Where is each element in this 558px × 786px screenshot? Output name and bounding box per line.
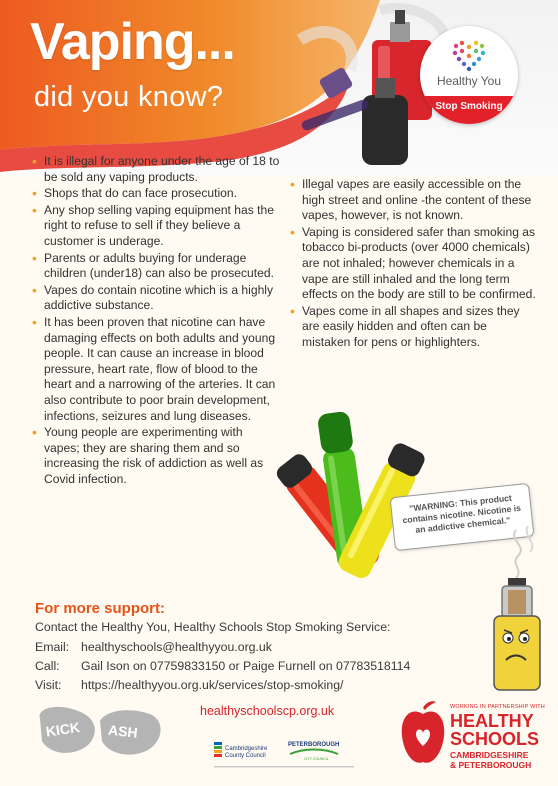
list-item: • Any shop selling vaping equipment has the right to refuse to sell if they believe a customer is underage. bbox=[32, 201, 274, 248]
council-logos bbox=[214, 736, 374, 772]
visit-label: Visit: bbox=[35, 678, 62, 692]
support-intro: Contact the Healthy You, Healthy Schools Stop Smoking Service: bbox=[35, 620, 391, 634]
svg-text:KICK: KICK bbox=[44, 718, 81, 740]
kick-ash-logo bbox=[30, 701, 170, 761]
facts-left-column bbox=[32, 154, 280, 488]
list-item: • Young people are experimenting with vapes; they are sharing them and so increasing the risk of addiction as well as Covid infection. bbox=[32, 424, 264, 486]
visit-link[interactable]: https://healthyyou.org.uk/services/stop-smoking/ bbox=[81, 678, 344, 692]
svg-text:ASH: ASH bbox=[107, 721, 139, 741]
svg-text:PETERBOROUGH: PETERBOROUGH bbox=[288, 742, 340, 748]
svg-text:CITY COUNCIL: CITY COUNCIL bbox=[304, 757, 329, 761]
bullet-icon: • bbox=[32, 424, 37, 441]
list-item: • Vapes come in all shapes and sizes they are easily hidden and often can be mistaken for pens or highlighters. bbox=[290, 302, 520, 349]
page-title: Vaping... bbox=[30, 13, 235, 71]
heart-icon bbox=[450, 38, 488, 72]
peterborough-logo-icon bbox=[288, 742, 339, 761]
support-call-row bbox=[35, 659, 410, 673]
vape-mascot-illustration bbox=[458, 520, 558, 695]
email-label: Email: bbox=[35, 640, 70, 654]
list-item: • Shops that do can face prosecution. bbox=[32, 185, 237, 202]
bullet-icon: • bbox=[290, 176, 295, 192]
badge-brand: Healthy You bbox=[436, 74, 502, 88]
list-item: • It is illegal for anyone under the age of 18 to be sold any vaping products. bbox=[32, 153, 280, 184]
call-numbers: Gail Ison on 07759833150 or Paige Furnell on 07783518114 bbox=[81, 659, 411, 673]
nicotine-warning-label: "WARNING: This product contains nicotine. Nicotine is an addictive chemical." bbox=[390, 483, 535, 551]
list-item: • Parents or adults buying for underage children (under18) can also be prosecuted. bbox=[32, 249, 274, 281]
page-subtitle: did you know? bbox=[34, 81, 224, 113]
bullet-icon: • bbox=[290, 223, 295, 240]
bullet-icon: • bbox=[32, 201, 37, 218]
bullet-icon: • bbox=[32, 185, 37, 202]
support-visit-row bbox=[35, 678, 343, 692]
bullet-icon: • bbox=[32, 281, 37, 298]
list-item: • Illegal vapes are easily accessible on the high street and online -the content of these vapes, however, is not known. bbox=[290, 176, 532, 223]
support-heading: For more support: bbox=[35, 600, 165, 617]
bullet-icon: • bbox=[32, 153, 37, 169]
facts-right-column bbox=[290, 177, 538, 352]
hs-region: CAMBRIDGESHIRE & PETERBOROUGH bbox=[450, 750, 532, 770]
call-label: Call: bbox=[35, 659, 60, 673]
support-email-row bbox=[35, 640, 272, 654]
healthy-you-badge bbox=[420, 26, 518, 124]
email-link[interactable]: healthyschools@healthyyou.org.uk bbox=[81, 640, 272, 654]
hs-partnership-text: WORKING IN PARTNERSHIP WITH bbox=[450, 704, 545, 710]
website-link[interactable]: healthyschoolscp.org.uk bbox=[200, 704, 335, 718]
healthy-schools-logo bbox=[400, 698, 550, 778]
list-item: • Vapes do contain nicotine which is a highly addictive substance. bbox=[32, 281, 274, 313]
svg-text:Cambridgeshire: Cambridgeshire bbox=[225, 746, 268, 752]
badge-ribbon: Stop Smoking bbox=[420, 96, 518, 124]
facts-left-list bbox=[32, 154, 280, 487]
bullet-icon: • bbox=[32, 313, 37, 330]
bullet-icon: • bbox=[290, 302, 295, 319]
list-item: • Vaping is considered safer than smoking as tobacco bi-products (over 4000 chemicals) are not inhaled; however chemicals in a vape are still inhaled and the long term effects on the body are still to be confirmed. bbox=[290, 223, 536, 302]
apple-icon bbox=[400, 700, 446, 770]
header bbox=[0, 0, 558, 175]
hs-title: HEALTHY SCHOOLS bbox=[450, 711, 540, 749]
svg-text:County Council: County Council bbox=[225, 753, 266, 759]
facts-right-list bbox=[290, 177, 538, 351]
bullet-icon: • bbox=[32, 249, 37, 266]
list-item: • It has been proven that nicotine can have damaging effects on both adults and young people. It can cause an increase in blood pressure, heart rate, flow of blood to the heart and a narrowing of the arteries. It can also contribute to poor brain development, infections, seizures and lung diseases. bbox=[32, 313, 276, 423]
cambridgeshire-logo-icon bbox=[214, 742, 268, 759]
